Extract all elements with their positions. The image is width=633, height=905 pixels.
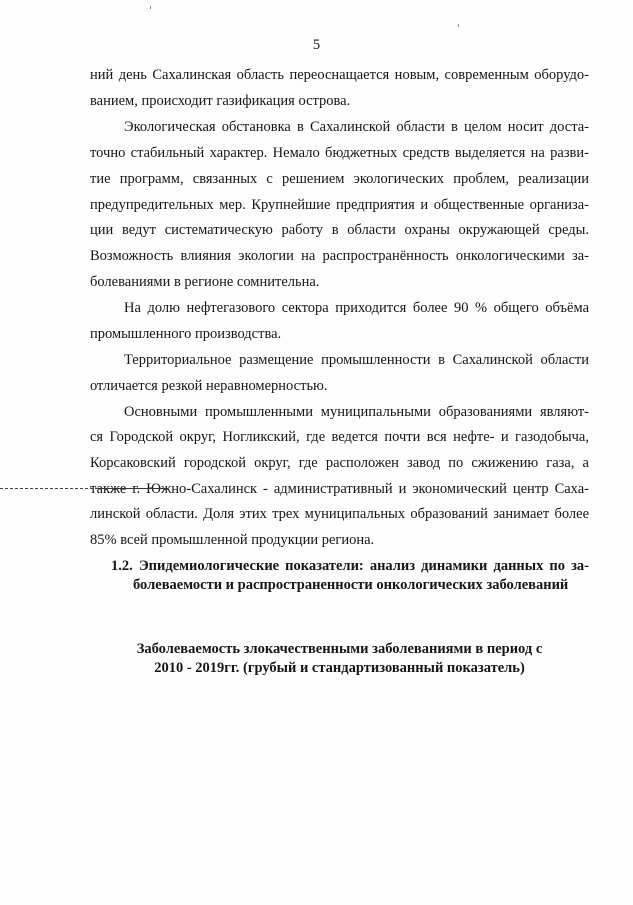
text-line: Корсаковский городской округ, где расположен завод по сжижению газа, а: [90, 455, 589, 471]
text-line: ся Городской округ, Ногликский, где ведется почти вся нефте- и газодобыча,: [90, 429, 589, 445]
text-line: ции ведут систематическую работу в области охраны окружающей среды.: [90, 222, 589, 238]
text-line: На долю нефтегазового сектора приходится более 90 % общего объёма: [124, 300, 589, 316]
text-line: ванием, происходит газификация острова.: [90, 93, 351, 109]
scan-line-artifact: [0, 488, 98, 489]
text-line: промышленного производства.: [90, 326, 282, 342]
heading-line: 1.2. Эпидемиологические показатели: анализ динамики данных по за-: [111, 558, 589, 574]
title-line: Заболеваемость злокачественными заболеваниями в период с: [136, 641, 543, 657]
scan-speck: [458, 24, 459, 27]
heading-line: болеваемости и распространенности онкологических заболеваний: [133, 577, 569, 593]
scan-speck: [150, 6, 151, 9]
text-line: ний день Сахалинская область переоснащается новым, современным оборудо-: [90, 67, 589, 83]
text-line: предупредительных мер. Крупнейшие предприятия и общественные организа-: [90, 197, 589, 213]
text-line: тие программ, связанных с решением экологических проблем, реализации: [90, 171, 589, 187]
text-line: отличается резкой неравномерностью.: [90, 378, 328, 394]
text-line: 85% всей промышленной продукции региона.: [90, 532, 375, 548]
text-line: Экологическая обстановка в Сахалинской области в целом носит доста-: [124, 119, 589, 135]
text-line: Территориальное размещение промышленности в Сахалинской области: [124, 352, 589, 368]
title-line: 2010 - 2019гг. (грубый и стандартизованный показатель): [154, 660, 525, 676]
scan-strike-artifact: [98, 488, 168, 489]
text-line: линской области. Доля этих трех муниципальных образований занимает более: [90, 506, 589, 522]
text-line: Возможность влияния экологии на распространённость онкологическими за-: [90, 248, 589, 264]
text-line: также г. Южно-Сахалинск - административный и экономический центр Саха-: [90, 481, 589, 497]
text-line: болеваниями в регионе сомнительна.: [90, 274, 320, 290]
text-line: Основными промышленными муниципальными образованиями являют-: [124, 404, 589, 420]
page-number: 5: [312, 37, 321, 53]
text-line: точно стабильный характер. Немало бюджетных средств выделяется на разви-: [90, 145, 589, 161]
